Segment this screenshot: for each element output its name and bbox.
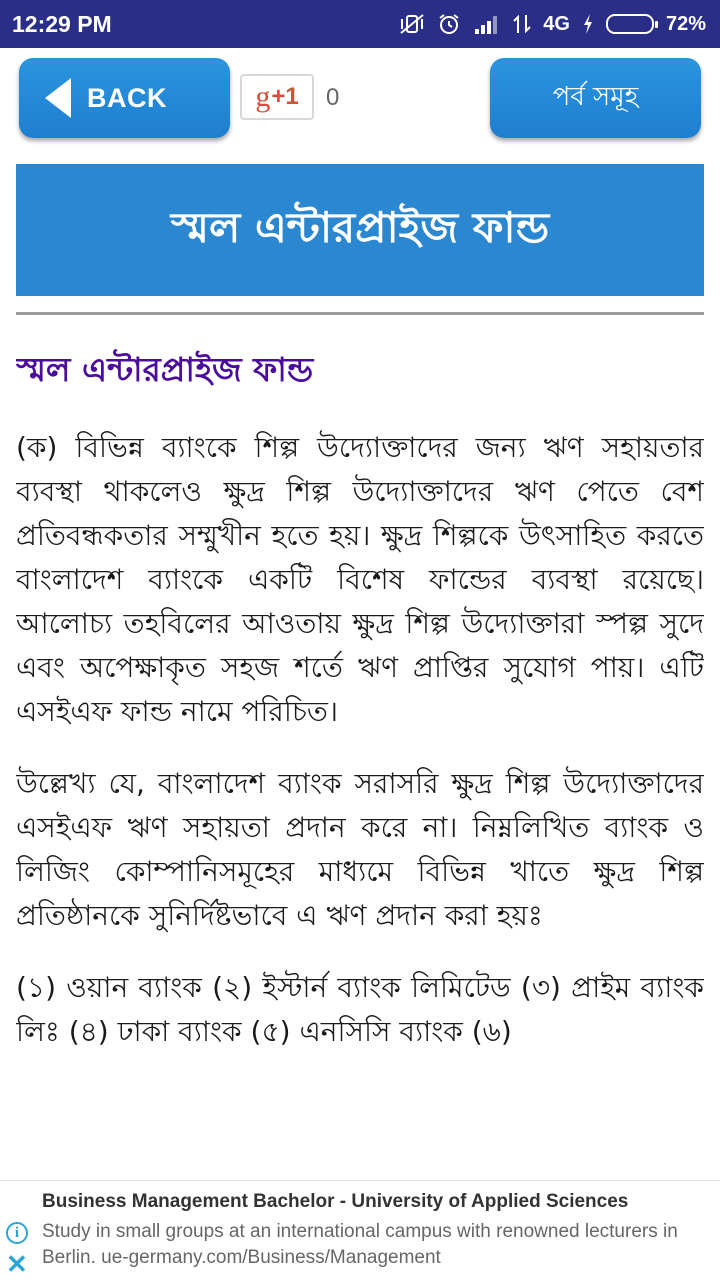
top-toolbar — [0, 48, 720, 148]
ad-info-icon[interactable]: i — [6, 1222, 28, 1244]
article-paragraph: উল্লেখ্য যে, বাংলাদেশ ব্যাংক সরাসরি ক্ষুদ্র শিল্প উদ্যোক্তাদের এসইএফ ঋণ সহায়তা প্রদান করে না। নিম্নলিখিত ব্যাংক ও লিজিং কোম্পানিসমূহের মাধ্যমে বিভিন্ন খাতে ক্ষুদ্র শিল্প প্রতিষ্ঠানকে সুনির্দিষ্টভাবে এ ঋণ প্রদান করা হয়ঃ — [16, 767, 704, 932]
google-plus-one-button[interactable] — [240, 74, 314, 120]
ad-close-icon[interactable]: ✕ — [6, 1249, 28, 1279]
status-time: 12:29 PM — [12, 10, 112, 37]
plus-one-count: 0 — [326, 84, 340, 111]
battery-percent: 72% — [665, 12, 706, 35]
article-heading: স্মল এন্টারপ্রাইজ ফান্ড — [16, 350, 314, 389]
episodes-button[interactable]: পর্ব সমূহ — [490, 58, 701, 138]
ad-banner[interactable] — [0, 1180, 720, 1280]
divider — [16, 312, 704, 315]
data-arrows-icon — [513, 13, 531, 35]
back-button-label: BACK — [87, 82, 167, 113]
charging-icon — [582, 13, 594, 35]
plus-one-label: +1 — [271, 83, 299, 110]
google-plus-icon: g — [255, 80, 271, 113]
article-paragraph: (১) ওয়ান ব্যাংক (২) ইস্টার্ন ব্যাংক লিমিটেড (৩) প্রাইম ব্যাংক লিঃ (৪) ঢাকা ব্যাংক (৫) এনসিসি ব্যাংক (৬) — [16, 971, 704, 1048]
signal-icon — [473, 13, 501, 35]
back-button[interactable] — [19, 58, 230, 138]
mute-vibrate-icon — [399, 13, 425, 35]
status-bar — [0, 0, 720, 48]
battery-icon — [606, 14, 654, 34]
title-banner: স্মল এন্টারপ্রাইজ ফান্ড — [16, 164, 704, 296]
back-arrow-icon — [45, 78, 71, 118]
network-type: 4G — [543, 12, 570, 35]
alarm-icon — [437, 12, 461, 36]
status-icons — [399, 12, 706, 36]
ad-body[interactable]: Study in small groups at an international campus with renowned lecturers in Berlin. ue-germany.com/Business/Management — [42, 1221, 678, 1268]
article-content[interactable] — [16, 340, 704, 1172]
ad-headline[interactable]: Business Management Bachelor - University of Applied Sciences — [42, 1191, 629, 1212]
article-paragraph: (ক) বিভিন্ন ব্যাংকে শিল্প উদ্যোক্তাদের জন্য ঋণ সহায়তার ব্যবস্থা থাকলেও ক্ষুদ্র শিল্প উদ্যোক্তাদের ঋণ পেতে বেশ প্রতিবন্ধকতার সম্মুখীন হতে হয়। ক্ষুদ্র শিল্পকে উৎসাহিত করতে বাংলাদেশ ব্যাংকে একটি বিশেষ ফান্ডের ব্যবস্থা রয়েছে। আলোচ্য তহবিলের আওতায় ক্ষুদ্র শিল্প উদ্যোক্তারা স্পল্প সুদে এবং অপেক্ষাকৃত সহজ শর্তে ঋণ প্রাপ্তির সুযোগ পায়। এটি এসইএফ ফান্ড নামে পরিচিত। — [16, 431, 704, 728]
